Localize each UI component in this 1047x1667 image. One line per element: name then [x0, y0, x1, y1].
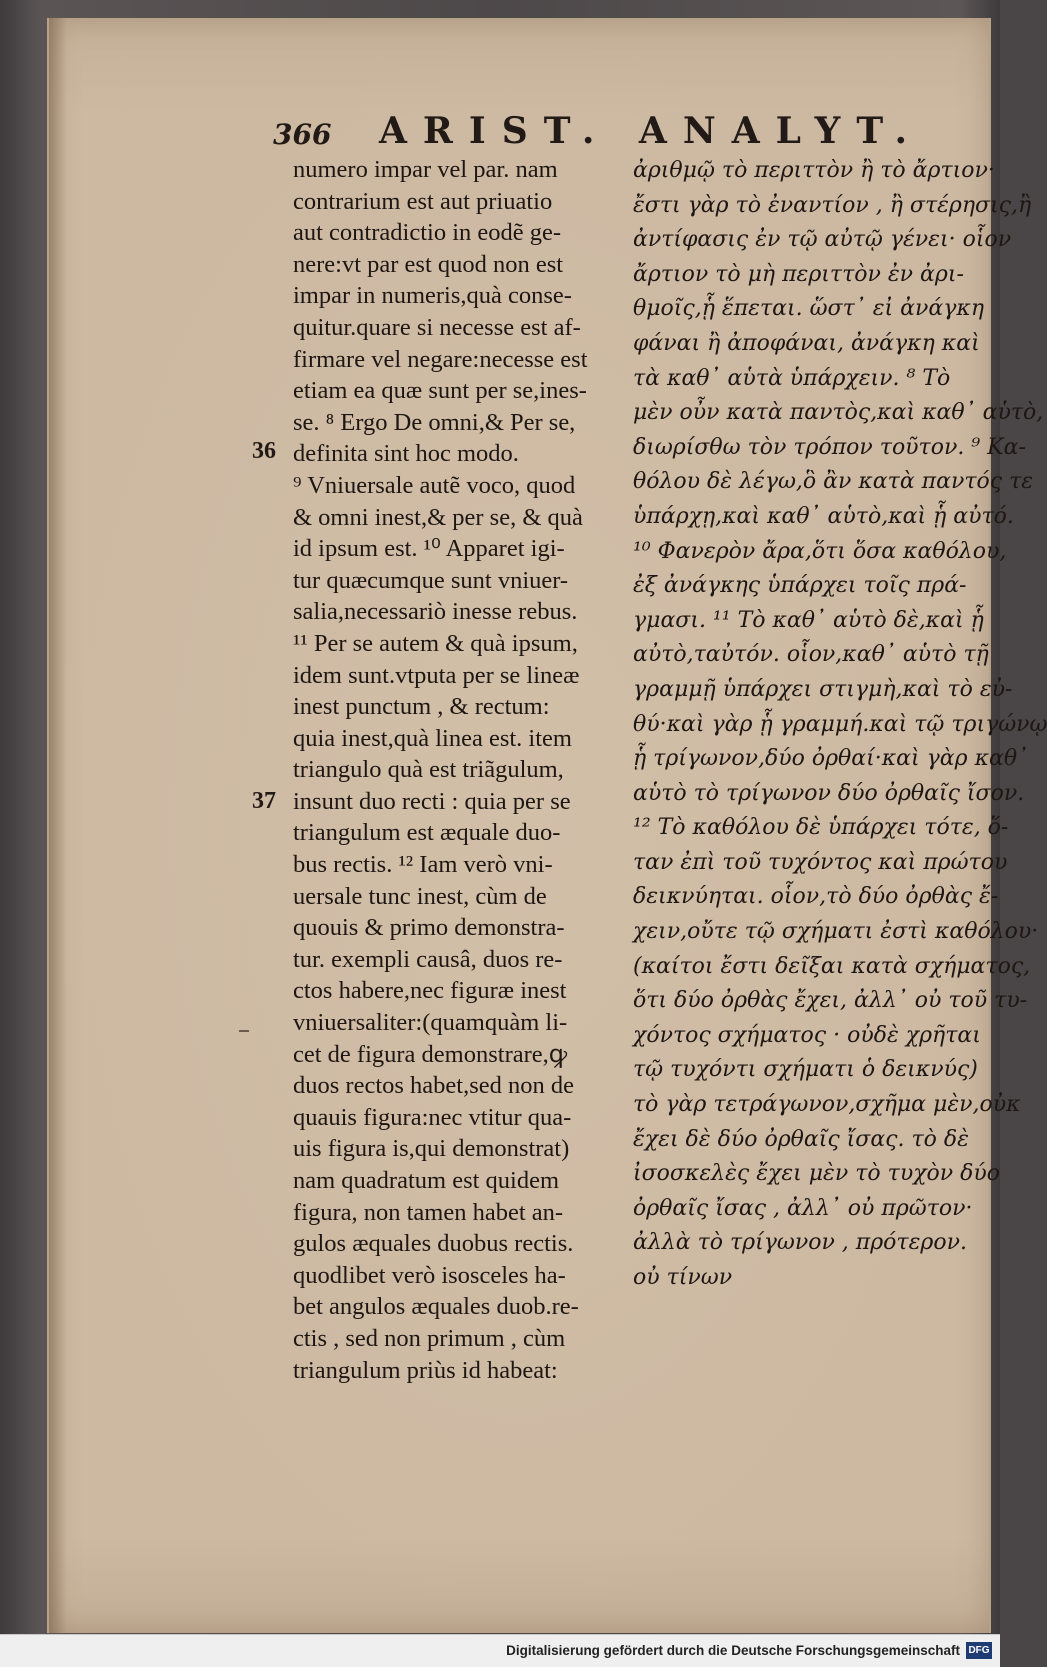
latin-text-line: numero impar vel par. nam: [293, 156, 558, 183]
latin-text-line: ¹¹ Per se autem & quà ipsum,: [293, 629, 578, 657]
greek-text-line: θόλου δὲ λέγω,ὃ ἂν κατὰ παντός τε: [633, 469, 1034, 495]
latin-text-line: quodlibet verò isosceles ha-: [293, 1261, 566, 1289]
latin-text-line: duos rectos habet,sed non de: [293, 1072, 574, 1100]
latin-text-line: ctis , sed non primum , cùm: [293, 1324, 566, 1352]
page-number: 366: [273, 118, 332, 151]
greek-text-line: χόντος σχήματος · οὐδὲ χρῆται: [633, 1022, 981, 1048]
greek-text-line: γμασι. ¹¹ Τὸ καθ᾽ αὑτὸ δὲ,καὶ ᾗ: [633, 607, 984, 633]
latin-text-line: bet angulos æquales duob.re-: [293, 1293, 579, 1321]
latin-text-line: contrarium est aut priuatio: [293, 187, 553, 215]
latin-text-line: triangulum est æquale duo-: [293, 819, 561, 847]
greek-text-line: φάναι ἢ ἀποφάναι, ἀνάγκη καὶ: [633, 330, 980, 356]
latin-text-line: nere:vt par est quod non est: [293, 250, 564, 278]
latin-text-line: quouis & primo demonstra-: [293, 914, 565, 942]
latin-text-line: etiam ea quæ sunt per se,ines-: [293, 377, 587, 405]
latin-text-line: ⁹ Vniuersale autẽ voco, quod: [293, 471, 576, 499]
latin-text-line: firmare vel negare:necesse est: [293, 345, 588, 373]
latin-text-line: se. ⁸ Ergo De omni,& Per se,: [293, 408, 576, 436]
greek-text-line: τῷ τυχόντι σχήματι ὁ δεικνύς): [633, 1057, 978, 1083]
greek-text-line: διωρίσθω τὸν τρόπον τοῦτον. ⁹ Κα-: [633, 434, 1026, 460]
greek-text-line: θύ·καὶ γὰρ ᾗ γραμμή.καὶ τῷ τριγώνῳ: [633, 711, 1047, 737]
running-title: ARIST. ANALYT.: [379, 110, 924, 152]
latin-text-line: tur quæcumque sunt vniuer-: [293, 566, 569, 594]
latin-text-line: aut contradictio in eodẽ ge-: [293, 219, 562, 247]
footer-bar: [0, 1634, 1000, 1667]
dfg-logo: DFG: [966, 1642, 992, 1659]
margin-mark: [239, 1030, 249, 1032]
latin-text-line: vniuersaliter:(quamquàm li-: [293, 1009, 568, 1037]
greek-text-line: αὑτὸ τὸ τρίγωνον δύο ὀρθαῖς ἴσον.: [633, 780, 1025, 806]
greek-text-column: [633, 154, 1047, 1296]
latin-text-line: cet de figura demonstrare,ꝙ: [293, 1040, 568, 1068]
greek-text-line: δεικνύηται. οἷον,τὸ δύο ὀρθὰς ἔ-: [633, 884, 999, 910]
latin-text-line: impar in numeris,quà conse-: [293, 282, 572, 310]
greek-text-line: τὸ γὰρ τετράγωνον,σχῆμα μὲν,οὐκ: [633, 1092, 1021, 1118]
greek-text-line: μὲν οὖν κατὰ παντὸς,καὶ καθ᾽ αὑτὸ,: [633, 400, 1044, 426]
greek-text-line: ¹⁰ Φανερὸν ἄρα,ὅτι ὅσα καθόλου,: [633, 538, 1007, 564]
latin-text-line: triangulum priùs id habeat:: [293, 1356, 558, 1384]
book-page: [47, 18, 1047, 1633]
greek-text-line: ἐξ ἀνάγκης ὑπάρχει τοῖς πρά-: [633, 573, 967, 599]
greek-text-line: γραμμῇ ὑπάρχει στιγμὴ,καὶ τὸ εὐ-: [633, 676, 1013, 702]
latin-text-line: definita sint hoc modo.: [293, 440, 519, 468]
latin-text-line: ctos habere,nec figuræ inest: [293, 977, 567, 1005]
greek-text-line: ἀριθμῷ τὸ περιττὸν ἢ τὸ ἄρτιον·: [633, 158, 995, 183]
greek-text-line: ὑπάρχῃ,καὶ καθ᾽ αὑτὸ,καὶ ᾗ αὐτό.: [633, 503, 1014, 529]
greek-text-line: τὰ καθ᾽ αὑτὰ ὑπάρχειν. ⁸ Τὸ: [633, 365, 951, 391]
latin-text-line: idem sunt.vtputa per se lineæ: [293, 661, 580, 689]
latin-text-line: id ipsum est. ¹⁰ Apparet igi-: [293, 535, 565, 563]
latin-text-line: figura, non tamen habet an-: [293, 1198, 564, 1226]
latin-text-line: quauis figura:nec vtitur qua-: [293, 1103, 572, 1131]
latin-text-line: salia,necessariò inesse rebus.: [293, 598, 578, 626]
greek-text-line: αὐτὸ,ταὐτόν. οἷον,καθ᾽ αὑτὸ τῇ: [633, 642, 989, 668]
latin-text-column: [293, 154, 615, 1386]
latin-text-line: tur. exempli causâ, duos re-: [293, 945, 563, 973]
latin-text-line: bus rectis. ¹² Iam verò vni-: [293, 851, 553, 879]
latin-text-line: gulos æquales duobus rectis.: [293, 1230, 574, 1258]
latin-text-line: quitur.quare si necesse est af-: [293, 313, 581, 341]
greek-text-line: ¹² Τὸ καθόλου δὲ ὑπάρχει τότε, ὅ-: [633, 815, 1009, 841]
greek-text-line: ἔχει δὲ δύο ὀρθαῖς ἴσας. τὸ δὲ: [633, 1126, 969, 1152]
greek-text-line: (καίτοι ἔστι δεῖξαι κατὰ σχήματος,: [633, 953, 1031, 979]
latin-text-line: uersale tunc inest, cùm de: [293, 882, 547, 910]
greek-text-line: ὀρθαῖς ἴσας , ἀλλ᾽ οὐ πρῶτον·: [633, 1195, 973, 1221]
latin-text-line: nam quadratum est quidem: [293, 1167, 560, 1194]
greek-text-line: ἄρτιον τὸ μὴ περιττὸν ἐν ἀρι-: [633, 261, 964, 287]
latin-text-line: triangulo quà est triãgulum,: [293, 756, 564, 784]
greek-text-line: ὅτι δύο ὀρθὰς ἔχει, ἀλλ᾽ οὐ τοῦ τυ-: [633, 988, 1028, 1014]
running-head: [49, 106, 989, 156]
greek-text-line: ἀλλὰ τὸ τρίγωνον , πρότερον.: [633, 1230, 967, 1256]
greek-text-line: ᾗ τρίγωνον,δύο ὀρθαί·καὶ γὰρ καθ᾽: [633, 746, 1029, 772]
greek-text-line: θμοῖς,ᾗ ἕπεται. ὥστ᾽ εἰ ἀνάγκη: [633, 296, 985, 322]
greek-text-line: ἔστι γὰρ τὸ ἐναντίον , ἢ στέρησις,ἢ: [633, 192, 1032, 218]
latin-text-line: & omni inest,& per se, & quà: [293, 503, 583, 531]
greek-text-line: ἀντίφασις ἐν τῷ αὐτῷ γένει· οἷον: [633, 227, 1012, 253]
greek-text-line: χειν,οὔτε τῷ σχήματι ἐστὶ καθόλου·: [633, 919, 1039, 945]
margin-note-37: 37: [252, 788, 276, 814]
funding-credit: Digitalisierung gefördert durch die Deutsche Forschungsgemeinschaft: [506, 1643, 960, 1658]
latin-text-line: quia inest,quà linea est. item: [293, 724, 572, 752]
greek-text-line: ταν ἐπὶ τοῦ τυχόντος καὶ πρώτου: [633, 849, 1008, 875]
latin-text-line: insunt duo recti : quia per se: [293, 787, 571, 815]
latin-text-line: inest punctum , & rectum:: [293, 693, 550, 721]
greek-text-line: οὐ τίνων: [633, 1265, 733, 1290]
margin-note-36: 36: [252, 438, 276, 464]
latin-text-line: uis figura is,qui demonstrat): [293, 1135, 570, 1163]
page-spine-shadow: [49, 18, 67, 1633]
greek-text-line: ἰσοσκελὲς ἔχει μὲν τὸ τυχὸν δύο: [633, 1161, 1000, 1187]
